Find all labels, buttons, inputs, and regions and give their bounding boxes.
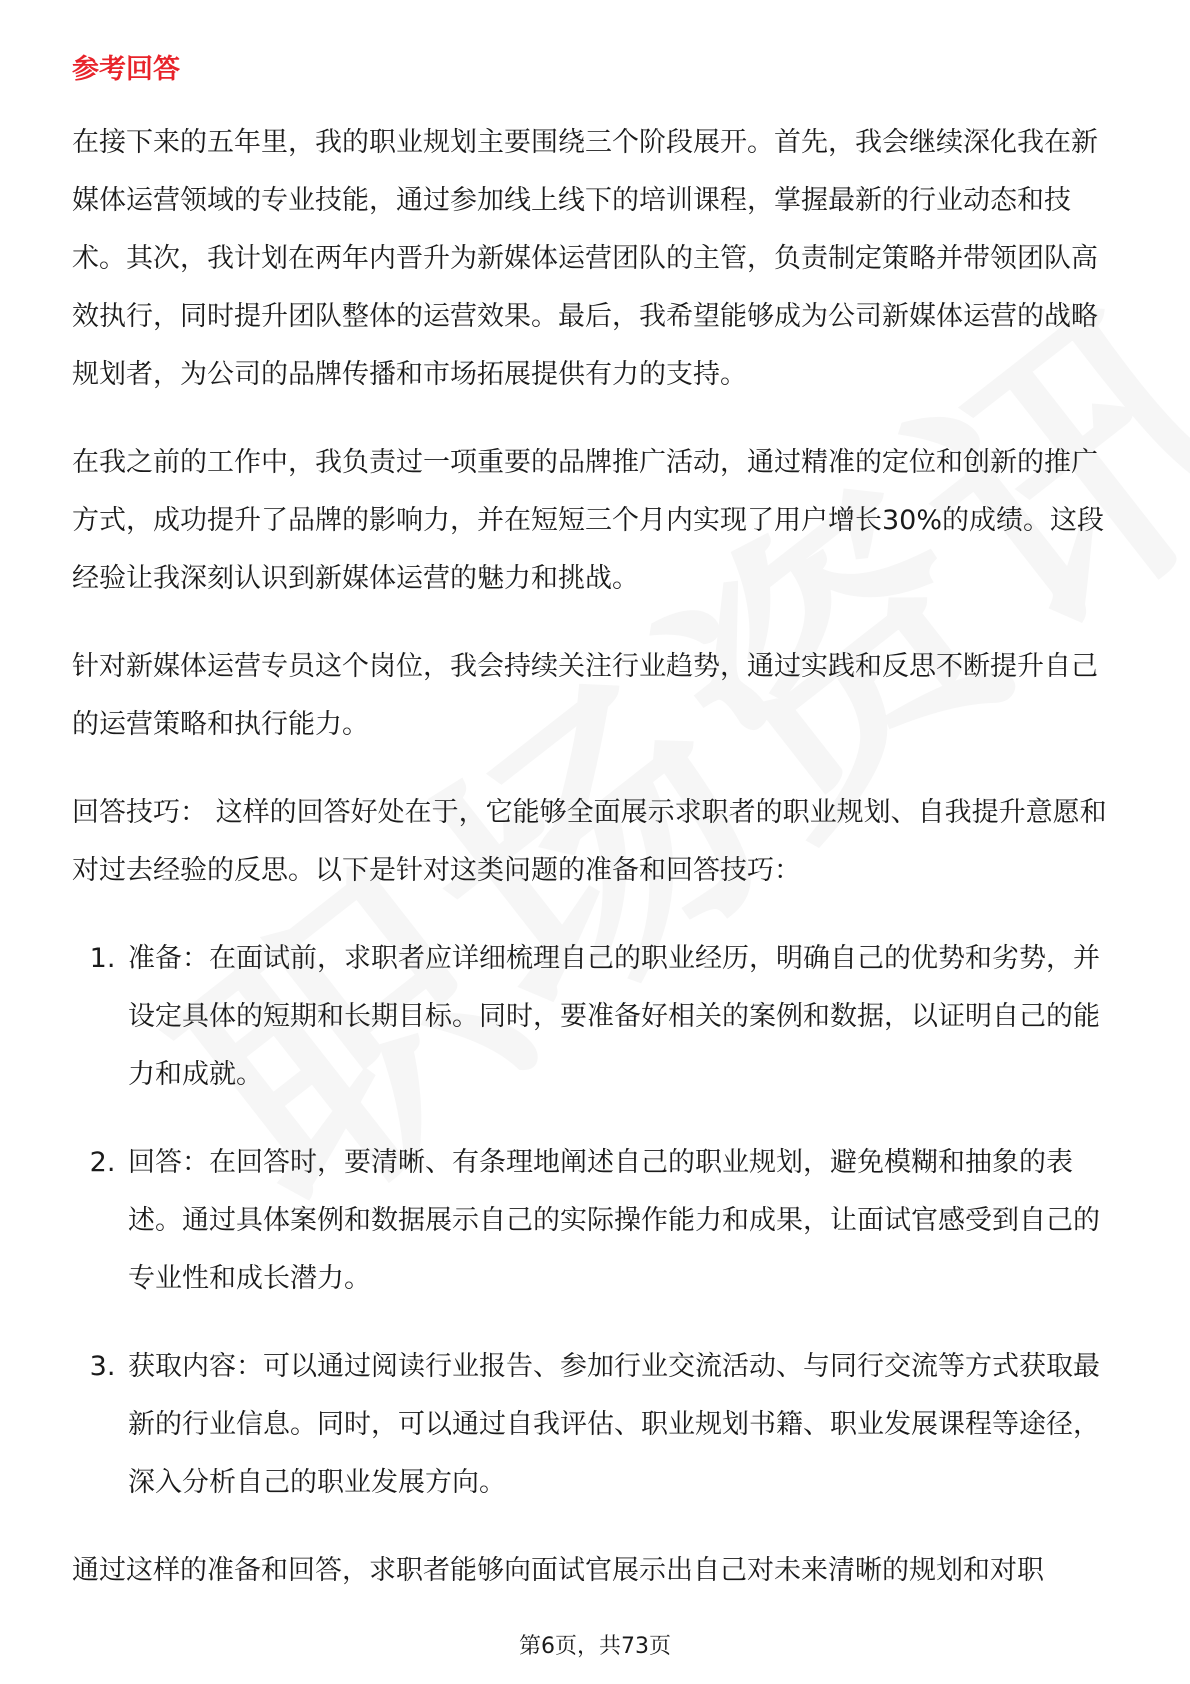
paragraph-conclusion: 通过这样的准备和回答，求职者能够向面试官展示出自己对未来清晰的规划和对职	[72, 1555, 1044, 1586]
paragraph-career-plan: 在接下来的五年里，我的职业规划主要围绕三个阶段展开。首先，我会继续深化我在新媒体运营领域的专业技能，通过参加线上线下的培训课程，掌握最新的行业动态和技术。其次，我计划在两年内晋升为新媒体运营团队的主管，负责制定策略并带领团队高效执行，同时提升团队整体的运营效果。最后，我希望能够成为公司新媒体运营的战略规划者，为公司的品牌传播和市场拓展提供有力的支持。	[72, 127, 1098, 390]
tip-item-prepare: 1. 准备：在面试前，求职者应详细梳理自己的职业经历，明确自己的优势和劣势，并设定具体的短期和长期目标。同时，要准备好相关的案例和数据，以证明自己的能力和成就。	[124, 930, 1122, 1104]
paragraph-past-experience: 在我之前的工作中，我负责过一项重要的品牌推广活动，通过精准的定位和创新的推广方式，成功提升了品牌的影响力，并在短短三个月内实现了用户增长30%的成绩。这段经验让我深刻认识到新媒体运营的魅力和挑战。	[72, 447, 1105, 594]
answer-content	[72, 114, 1122, 1630]
tips-list	[72, 930, 1122, 1512]
section-heading: 参考回答	[72, 54, 180, 85]
page-number: 第6页，共73页	[519, 1634, 671, 1659]
paragraph-answer-tips: 回答技巧： 这样的回答好处在于，它能够全面展示求职者的职业规划、自我提升意愿和对过去经验的反思。以下是针对这类问题的准备和回答技巧：	[72, 797, 1107, 886]
paragraph-job-focus: 针对新媒体运营专员这个岗位，我会持续关注行业趋势，通过实践和反思不断提升自己的运营策略和执行能力。	[72, 651, 1098, 740]
tip-item-get-content: 3. 获取内容：可以通过阅读行业报告、参加行业交流活动、与同行交流等方式获取最新的行业信息。同时，可以通过自我评估、职业规划书籍、职业发展课程等途径，深入分析自己的职业发展方向。	[124, 1338, 1122, 1512]
tip-item-answer: 2. 回答：在回答时，要清晰、有条理地阐述自己的职业规划，避免模糊和抽象的表述。通过具体案例和数据展示自己的实际操作能力和成果，让面试官感受到自己的专业性和成长潜力。	[124, 1134, 1122, 1308]
